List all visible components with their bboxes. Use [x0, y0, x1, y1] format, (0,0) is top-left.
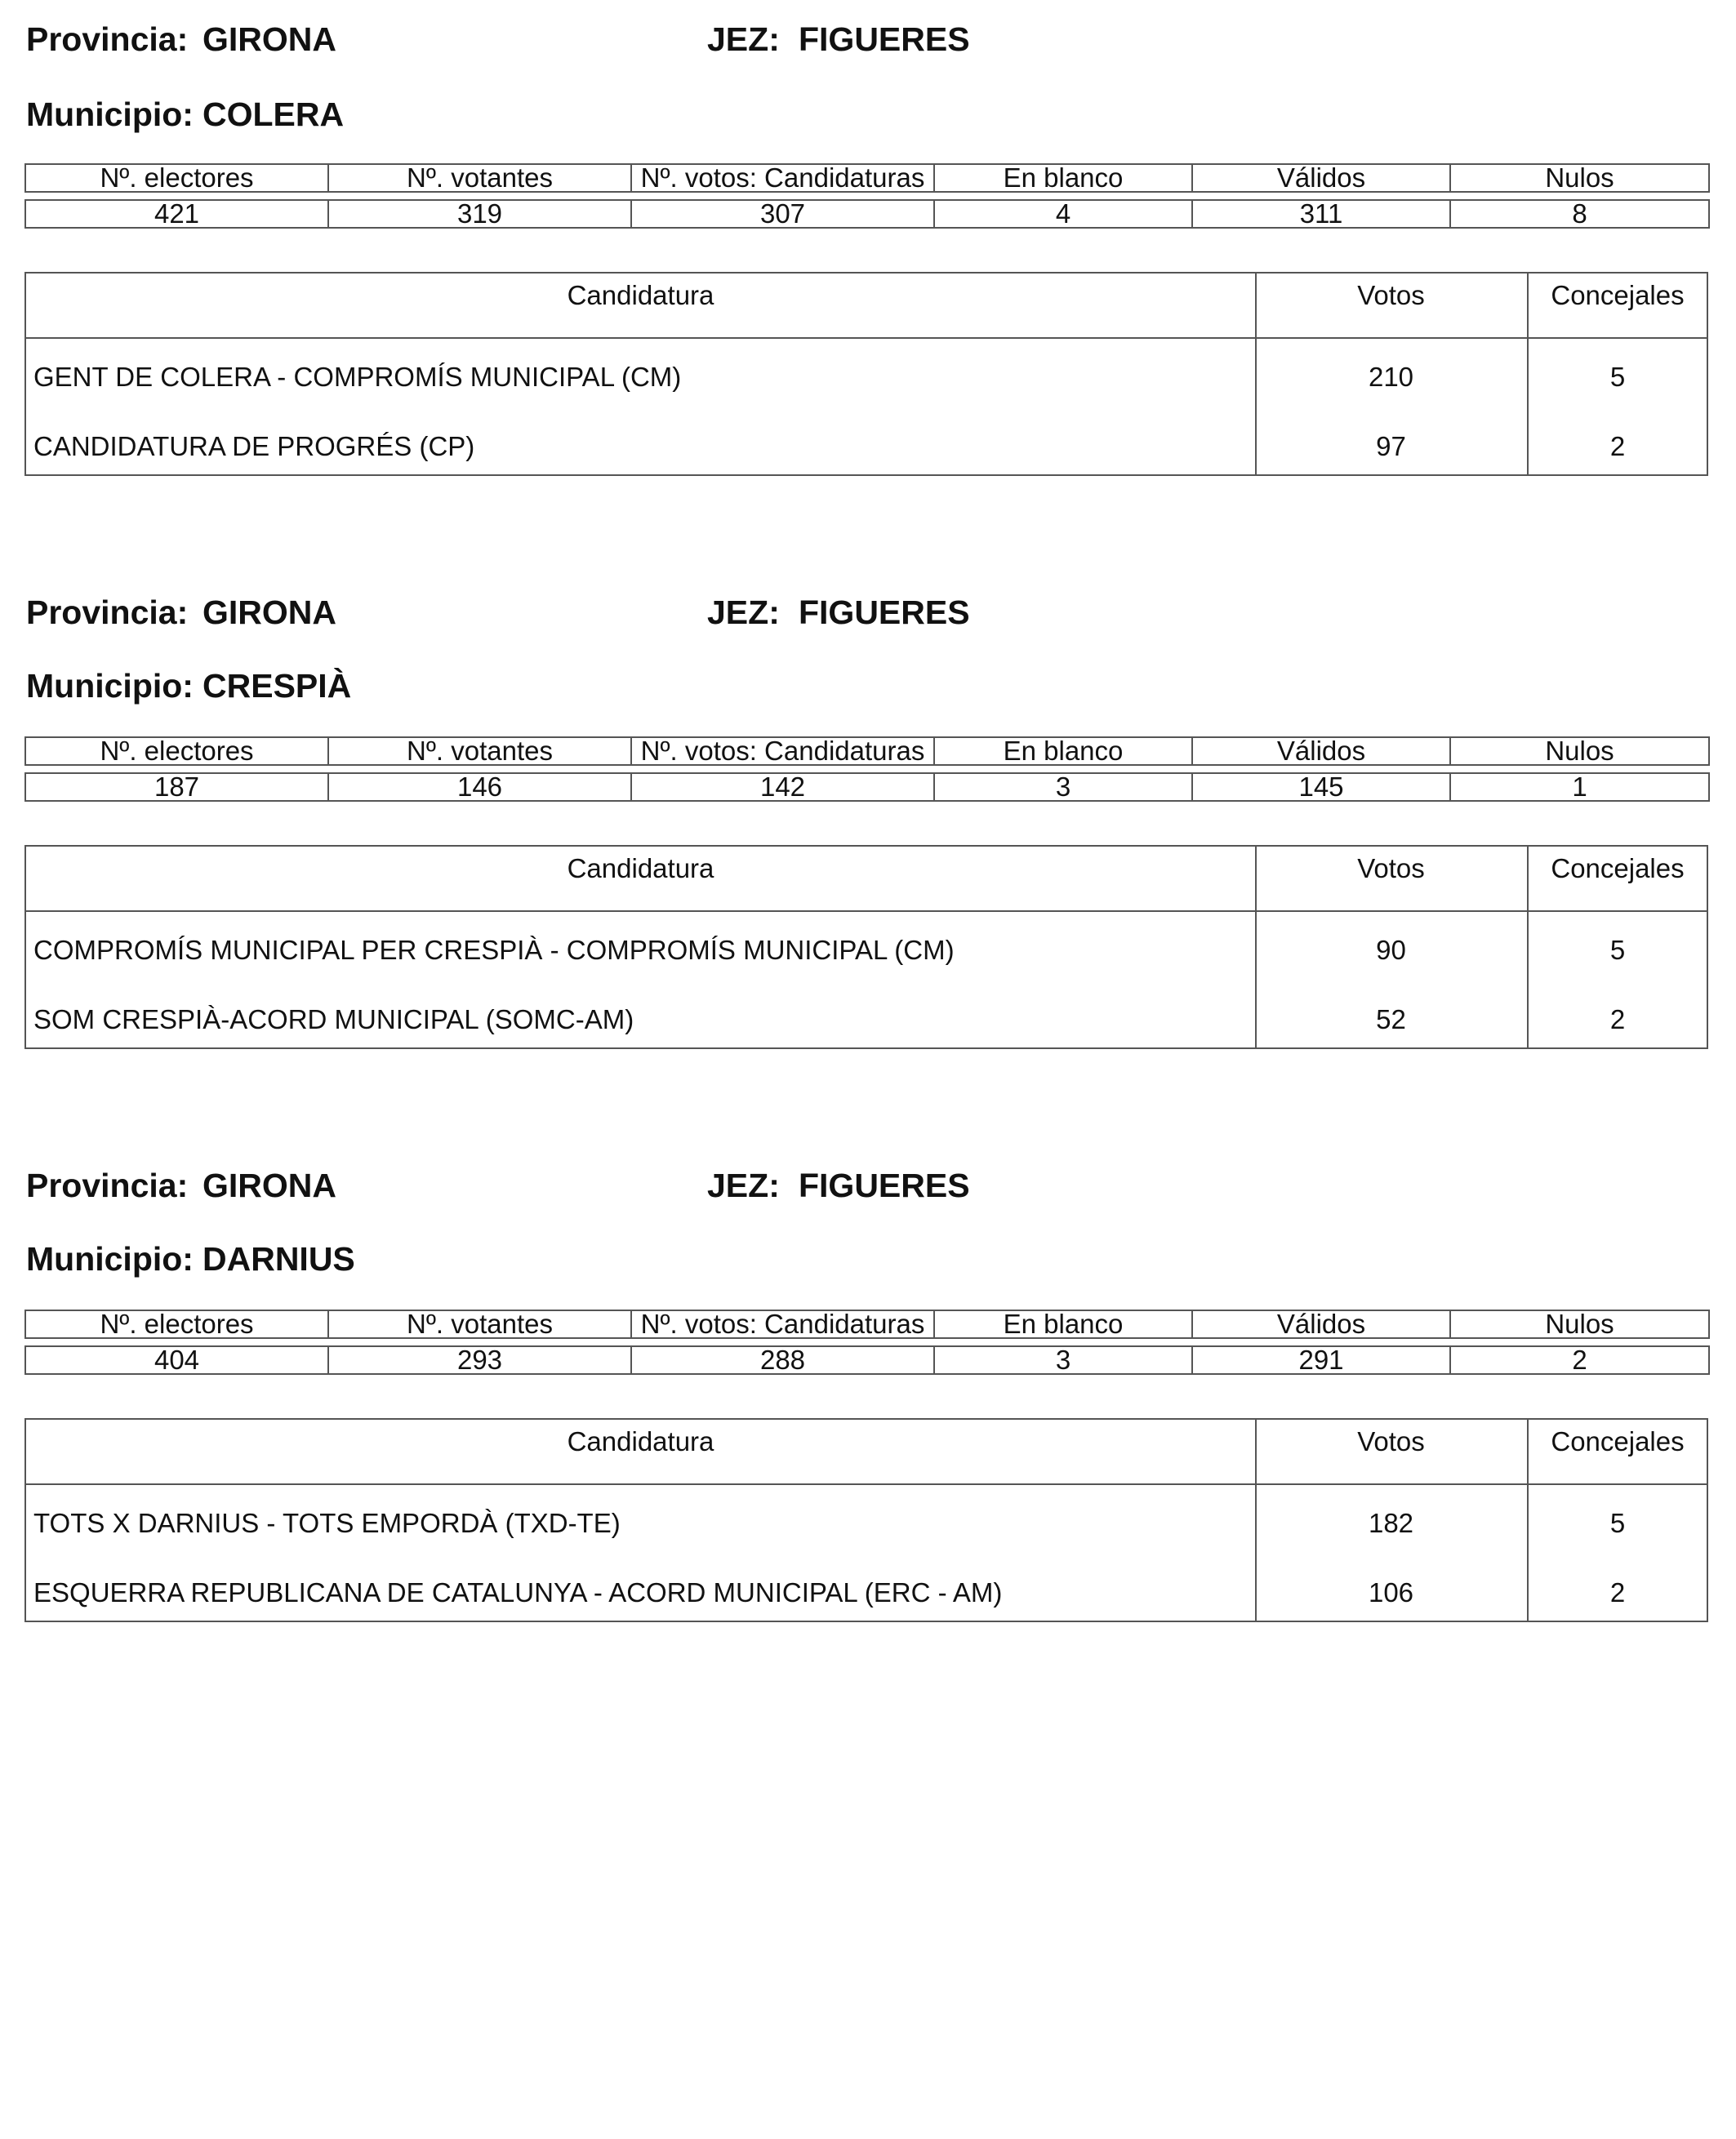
value-nulos: 8 [1450, 200, 1709, 228]
candidaturas-table [24, 1418, 1708, 1622]
candidatura-name: TOTS X DARNIUS - TOTS EMPORDÀ (TXD-TE) [33, 1508, 621, 1538]
candidatura-row [26, 1503, 1707, 1544]
header-nulos: Nulos [1450, 1310, 1709, 1338]
header-validos: Válidos [1192, 1310, 1450, 1338]
header-electores: Nº. electores [25, 164, 328, 192]
candidatura-row [26, 357, 1707, 398]
provincia-value: GIRONA [203, 20, 336, 58]
candidatura-name: GENT DE COLERA - COMPROMÍS MUNICIPAL (CM) [33, 362, 682, 392]
value-validos: 291 [1192, 1346, 1450, 1374]
value-nulos: 1 [1450, 773, 1709, 801]
value-electores: 404 [25, 1346, 328, 1374]
header-validos: Válidos [1192, 164, 1450, 192]
candidatura-concejales: 2 [1609, 1004, 1626, 1034]
value-en-blanco: 3 [934, 1346, 1192, 1374]
header-en-blanco: En blanco [934, 737, 1192, 765]
summary-header-row [25, 164, 1709, 192]
municipio-section [0, 1146, 1736, 1718]
summary-table [24, 163, 1710, 229]
header-votantes: Nº. votantes [328, 164, 631, 192]
candidatura-votos: 210 [1368, 362, 1414, 392]
candidatura-concejales: 2 [1609, 431, 1626, 461]
municipio-value: DARNIUS [203, 1240, 355, 1278]
jez-value: FIGUERES [799, 594, 970, 631]
candidatura-concejales: 5 [1609, 362, 1626, 392]
candidatura-concejales: 2 [1609, 1577, 1626, 1608]
value-electores: 421 [25, 200, 328, 228]
candidatura-name: COMPROMÍS MUNICIPAL PER CRESPIÀ - COMPROMÍS MUNICIPAL (CM) [33, 935, 955, 965]
candidatura-votos: 106 [1368, 1577, 1414, 1608]
summary-header-row [25, 1310, 1709, 1338]
candidaturas-table [24, 272, 1708, 476]
votos-header: Votos [1357, 280, 1425, 310]
candidatura-concejales: 5 [1609, 935, 1626, 965]
provincia-label: Provincia: [26, 1167, 189, 1204]
municipio-value: COLERA [203, 96, 345, 133]
municipio-value: CRESPIÀ [203, 667, 352, 705]
candidatura-name: ESQUERRA REPUBLICANA DE CATALUNYA - ACORD MUNICIPAL (ERC - AM) [33, 1577, 1003, 1608]
jez-label: JEZ: [707, 1167, 780, 1204]
summary-header-row [25, 737, 1709, 765]
header-validos: Válidos [1192, 737, 1450, 765]
header-votos-candidaturas: Nº. votos: Candidaturas [631, 164, 934, 192]
candidatura-row [26, 1572, 1707, 1613]
votos-header: Votos [1357, 853, 1425, 883]
header-votantes: Nº. votantes [328, 1310, 631, 1338]
value-validos: 311 [1192, 200, 1450, 228]
municipio-label: Municipio: [26, 96, 194, 133]
candidatura-row [26, 930, 1707, 971]
municipio-label: Municipio: [26, 1240, 194, 1278]
candidatura-votos: 90 [1376, 935, 1406, 965]
header-electores: Nº. electores [25, 1310, 328, 1338]
candidaturas-table [24, 845, 1708, 1049]
candidatura-header: Candidatura [567, 853, 714, 883]
summary-table [24, 1310, 1710, 1375]
value-en-blanco: 3 [934, 773, 1192, 801]
value-nulos: 2 [1450, 1346, 1709, 1374]
concejales-header: Concejales [1551, 1426, 1685, 1456]
jez-label: JEZ: [707, 20, 780, 58]
provincia-value: GIRONA [203, 1167, 336, 1204]
summary-table [24, 736, 1710, 802]
header-nulos: Nulos [1450, 737, 1709, 765]
value-votos-candidaturas: 288 [631, 1346, 934, 1374]
municipio-label: Municipio: [26, 667, 194, 705]
concejales-header: Concejales [1551, 280, 1685, 310]
header-votos-candidaturas: Nº. votos: Candidaturas [631, 1310, 934, 1338]
candidatura-name: SOM CRESPIÀ-ACORD MUNICIPAL (SOMC-AM) [33, 1004, 634, 1034]
summary-value-row [25, 200, 1709, 228]
votos-header: Votos [1357, 1426, 1425, 1456]
candidatura-header: Candidatura [567, 280, 714, 310]
candidatura-votos: 97 [1376, 431, 1406, 461]
jez-value: FIGUERES [799, 20, 970, 58]
candidatura-row [26, 426, 1707, 467]
candidatura-votos: 52 [1376, 1004, 1406, 1034]
provincia-value: GIRONA [203, 594, 336, 631]
value-validos: 145 [1192, 773, 1450, 801]
provincia-label: Provincia: [26, 594, 189, 631]
header-votos-candidaturas: Nº. votos: Candidaturas [631, 737, 934, 765]
summary-value-row [25, 1346, 1709, 1374]
value-votantes: 293 [328, 1346, 631, 1374]
candidatura-votos: 182 [1368, 1508, 1414, 1538]
candidatura-concejales: 5 [1609, 1508, 1626, 1538]
summary-value-row [25, 773, 1709, 801]
header-votantes: Nº. votantes [328, 737, 631, 765]
concejales-header: Concejales [1551, 853, 1685, 883]
municipio-section [0, 573, 1736, 1145]
jez-label: JEZ: [707, 594, 780, 631]
municipio-section [0, 0, 1736, 571]
candidatura-name: CANDIDATURA DE PROGRÉS (CP) [33, 431, 475, 461]
header-en-blanco: En blanco [934, 1310, 1192, 1338]
header-en-blanco: En blanco [934, 164, 1192, 192]
value-votantes: 146 [328, 773, 631, 801]
candidatura-header: Candidatura [567, 1426, 714, 1456]
header-electores: Nº. electores [25, 737, 328, 765]
header-nulos: Nulos [1450, 164, 1709, 192]
candidatura-row [26, 999, 1707, 1040]
value-en-blanco: 4 [934, 200, 1192, 228]
provincia-label: Provincia: [26, 20, 189, 58]
value-votos-candidaturas: 142 [631, 773, 934, 801]
value-electores: 187 [25, 773, 328, 801]
jez-value: FIGUERES [799, 1167, 970, 1204]
value-votos-candidaturas: 307 [631, 200, 934, 228]
value-votantes: 319 [328, 200, 631, 228]
